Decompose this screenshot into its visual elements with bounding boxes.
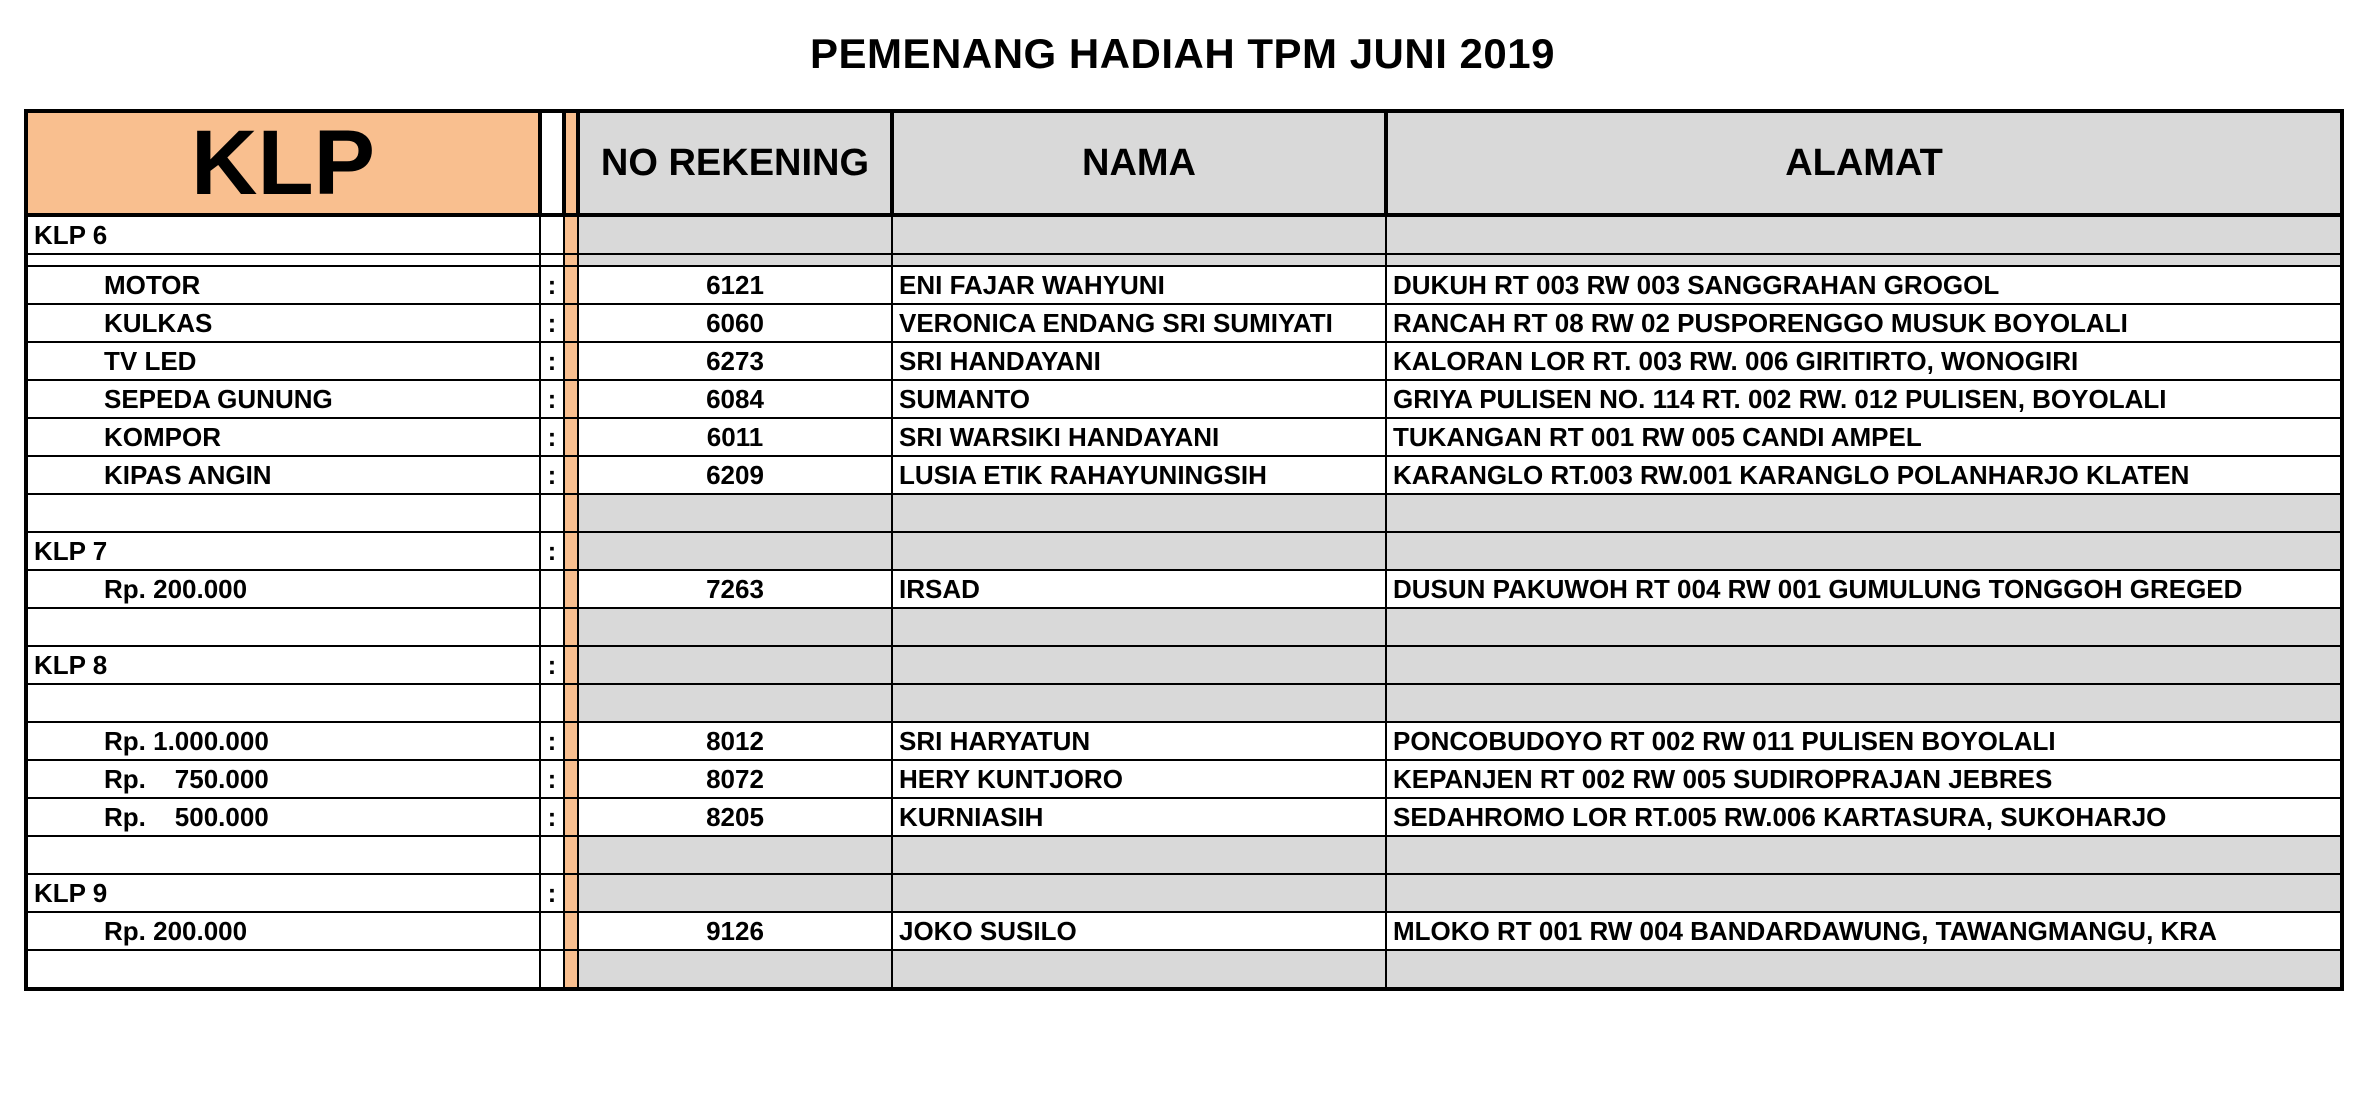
- orange-stripe-cell: [564, 254, 578, 266]
- klp-cell: [26, 494, 540, 532]
- orange-stripe-cell: [564, 342, 578, 380]
- rekening-cell: 6273: [578, 342, 892, 380]
- orange-stripe-cell: [564, 456, 578, 494]
- colon-cell: :: [540, 380, 564, 418]
- rekening-cell: [578, 874, 892, 912]
- nama-cell: SRI HARYATUN: [892, 722, 1386, 760]
- rekening-cell: [578, 950, 892, 989]
- colon-cell: :: [540, 874, 564, 912]
- nama-cell: KURNIASIH: [892, 798, 1386, 836]
- alamat-cell: KARANGLO RT.003 RW.001 KARANGLO POLANHARJO KLATEN: [1386, 456, 2342, 494]
- colon-cell: [540, 684, 564, 722]
- colon-cell: :: [540, 304, 564, 342]
- klp-cell: [26, 950, 540, 989]
- prize-label: Rp. 750.000: [26, 760, 540, 798]
- colon-cell: :: [540, 266, 564, 304]
- rekening-cell: 6060: [578, 304, 892, 342]
- alamat-cell: [1386, 494, 2342, 532]
- nama-cell: [892, 608, 1386, 646]
- table-row-empty: [26, 608, 2342, 646]
- nama-cell: JOKO SUSILO: [892, 912, 1386, 950]
- alamat-cell: KEPANJEN RT 002 RW 005 SUDIROPRAJAN JEBRES: [1386, 760, 2342, 798]
- orange-stripe-cell: [564, 418, 578, 456]
- header-nama: NAMA: [892, 111, 1386, 215]
- alamat-cell: PONCOBUDOYO RT 002 RW 011 PULISEN BOYOLALI: [1386, 722, 2342, 760]
- page-title: PEMENANG HADIAH TPM JUNI 2019: [810, 30, 1555, 77]
- colon-cell: [540, 494, 564, 532]
- table-row: [26, 570, 2342, 608]
- klp-cell: [26, 836, 540, 874]
- prize-label: MOTOR: [26, 266, 540, 304]
- alamat-cell: RANCAH RT 08 RW 02 PUSPORENGGO MUSUK BOYOLALI: [1386, 304, 2342, 342]
- alamat-cell: [1386, 950, 2342, 989]
- alamat-cell: [1386, 532, 2342, 570]
- prize-label: Rp. 200.000: [26, 912, 540, 950]
- nama-cell: LUSIA ETIK RAHAYUNINGSIH: [892, 456, 1386, 494]
- rekening-cell: 7263: [578, 570, 892, 608]
- prize-label: KOMPOR: [26, 418, 540, 456]
- nama-cell: HERY KUNTJORO: [892, 760, 1386, 798]
- prize-label: Rp. 200.000: [26, 570, 540, 608]
- header-klp: KLP: [26, 111, 540, 215]
- orange-stripe-cell: [564, 380, 578, 418]
- alamat-cell: GRIYA PULISEN NO. 114 RT. 002 RW. 012 PULISEN, BOYOLALI: [1386, 380, 2342, 418]
- nama-cell: [892, 215, 1386, 254]
- orange-stripe-cell: [564, 215, 578, 254]
- nama-cell: [892, 950, 1386, 989]
- table-row: [26, 266, 2342, 304]
- nama-cell: [892, 836, 1386, 874]
- table-row-divider: [26, 254, 2342, 266]
- orange-stripe-cell: [564, 798, 578, 836]
- rekening-cell: [578, 684, 892, 722]
- colon-cell: :: [540, 760, 564, 798]
- klp-cell: [26, 684, 540, 722]
- colon-cell: :: [540, 456, 564, 494]
- colon-cell: :: [540, 418, 564, 456]
- colon-cell: [540, 912, 564, 950]
- rekening-cell: [578, 836, 892, 874]
- alamat-cell: [1386, 836, 2342, 874]
- nama-cell: [892, 646, 1386, 684]
- table-row: [26, 456, 2342, 494]
- orange-stripe-cell: [564, 950, 578, 989]
- table-row: [26, 722, 2342, 760]
- colon-cell: :: [540, 532, 564, 570]
- colon-cell: [540, 570, 564, 608]
- alamat-cell: KALORAN LOR RT. 003 RW. 006 GIRITIRTO, WONOGIRI: [1386, 342, 2342, 380]
- orange-stripe-cell: [564, 646, 578, 684]
- table-row: [26, 380, 2342, 418]
- table-row: [26, 304, 2342, 342]
- rekening-cell: [578, 608, 892, 646]
- rekening-cell: [578, 215, 892, 254]
- table-row-group: [26, 646, 2342, 684]
- orange-stripe-cell: [564, 722, 578, 760]
- nama-cell: [892, 874, 1386, 912]
- alamat-cell: [1386, 608, 2342, 646]
- orange-stripe-cell: [564, 266, 578, 304]
- table-row-empty: [26, 836, 2342, 874]
- nama-cell: VERONICA ENDANG SRI SUMIYATI: [892, 304, 1386, 342]
- header-no-rekening: NO REKENING: [578, 111, 892, 215]
- table-body: [26, 215, 2342, 989]
- table-row-empty: [26, 494, 2342, 532]
- nama-cell: SRI HANDAYANI: [892, 342, 1386, 380]
- table-row: [26, 760, 2342, 798]
- rekening-cell: 6011: [578, 418, 892, 456]
- nama-cell: [892, 532, 1386, 570]
- orange-stripe-cell: [564, 532, 578, 570]
- alamat-cell: TUKANGAN RT 001 RW 005 CANDI AMPEL: [1386, 418, 2342, 456]
- rekening-cell: 8072: [578, 760, 892, 798]
- prize-label: TV LED: [26, 342, 540, 380]
- rekening-cell: 8012: [578, 722, 892, 760]
- klp-cell: [26, 254, 540, 266]
- table-row: [26, 798, 2342, 836]
- alamat-cell: [1386, 215, 2342, 254]
- nama-cell: SRI WARSIKI HANDAYANI: [892, 418, 1386, 456]
- nama-cell: IRSAD: [892, 570, 1386, 608]
- nama-cell: SUMANTO: [892, 380, 1386, 418]
- group-label: KLP 6: [26, 215, 540, 254]
- rekening-cell: [578, 532, 892, 570]
- alamat-cell: [1386, 646, 2342, 684]
- colon-cell: :: [540, 722, 564, 760]
- orange-stripe-cell: [564, 494, 578, 532]
- rekening-cell: 6084: [578, 380, 892, 418]
- alamat-cell: MLOKO RT 001 RW 004 BANDARDAWUNG, TAWANGMANGU, KRA: [1386, 912, 2342, 950]
- nama-cell: [892, 254, 1386, 266]
- table-row-empty: [26, 950, 2342, 989]
- colon-cell: [540, 254, 564, 266]
- orange-stripe-cell: [564, 912, 578, 950]
- orange-stripe-cell: [564, 684, 578, 722]
- nama-cell: [892, 494, 1386, 532]
- prize-label: KULKAS: [26, 304, 540, 342]
- prize-label: SEPEDA GUNUNG: [26, 380, 540, 418]
- nama-cell: ENI FAJAR WAHYUNI: [892, 266, 1386, 304]
- table-header-row: [26, 111, 2342, 215]
- group-label: KLP 7: [26, 532, 540, 570]
- rekening-cell: [578, 646, 892, 684]
- rekening-cell: [578, 494, 892, 532]
- alamat-cell: [1386, 254, 2342, 266]
- alamat-cell: DUSUN PAKUWOH RT 004 RW 001 GUMULUNG TONGGOH GREGED: [1386, 570, 2342, 608]
- colon-cell: [540, 836, 564, 874]
- rekening-cell: 6209: [578, 456, 892, 494]
- orange-stripe-cell: [564, 570, 578, 608]
- colon-cell: :: [540, 798, 564, 836]
- header-alamat: ALAMAT: [1386, 111, 2342, 215]
- winners-table: [24, 109, 2344, 991]
- orange-stripe-cell: [564, 874, 578, 912]
- table-row: [26, 342, 2342, 380]
- rekening-cell: 9126: [578, 912, 892, 950]
- orange-stripe-cell: [564, 836, 578, 874]
- alamat-cell: [1386, 874, 2342, 912]
- colon-cell: [540, 215, 564, 254]
- header-orange-stripe: [564, 111, 578, 215]
- table-row: [26, 418, 2342, 456]
- prize-label: Rp. 1.000.000: [26, 722, 540, 760]
- colon-cell: :: [540, 342, 564, 380]
- header-colon-cell: [540, 111, 564, 215]
- table-row-group: [26, 215, 2342, 254]
- group-label: KLP 8: [26, 646, 540, 684]
- table-row-group: [26, 874, 2342, 912]
- orange-stripe-cell: [564, 760, 578, 798]
- rekening-cell: [578, 254, 892, 266]
- alamat-cell: [1386, 684, 2342, 722]
- colon-cell: [540, 608, 564, 646]
- rekening-cell: 8205: [578, 798, 892, 836]
- group-label: KLP 9: [26, 874, 540, 912]
- prize-label: KIPAS ANGIN: [26, 456, 540, 494]
- table-row-empty: [26, 684, 2342, 722]
- table-row-group: [26, 532, 2342, 570]
- colon-cell: :: [540, 646, 564, 684]
- orange-stripe-cell: [564, 304, 578, 342]
- alamat-cell: SEDAHROMO LOR RT.005 RW.006 KARTASURA, SUKOHARJO: [1386, 798, 2342, 836]
- rekening-cell: 6121: [578, 266, 892, 304]
- prize-label: Rp. 500.000: [26, 798, 540, 836]
- table-row: [26, 912, 2342, 950]
- klp-cell: [26, 608, 540, 646]
- orange-stripe-cell: [564, 608, 578, 646]
- colon-cell: [540, 950, 564, 989]
- nama-cell: [892, 684, 1386, 722]
- alamat-cell: DUKUH RT 003 RW 003 SANGGRAHAN GROGOL: [1386, 266, 2342, 304]
